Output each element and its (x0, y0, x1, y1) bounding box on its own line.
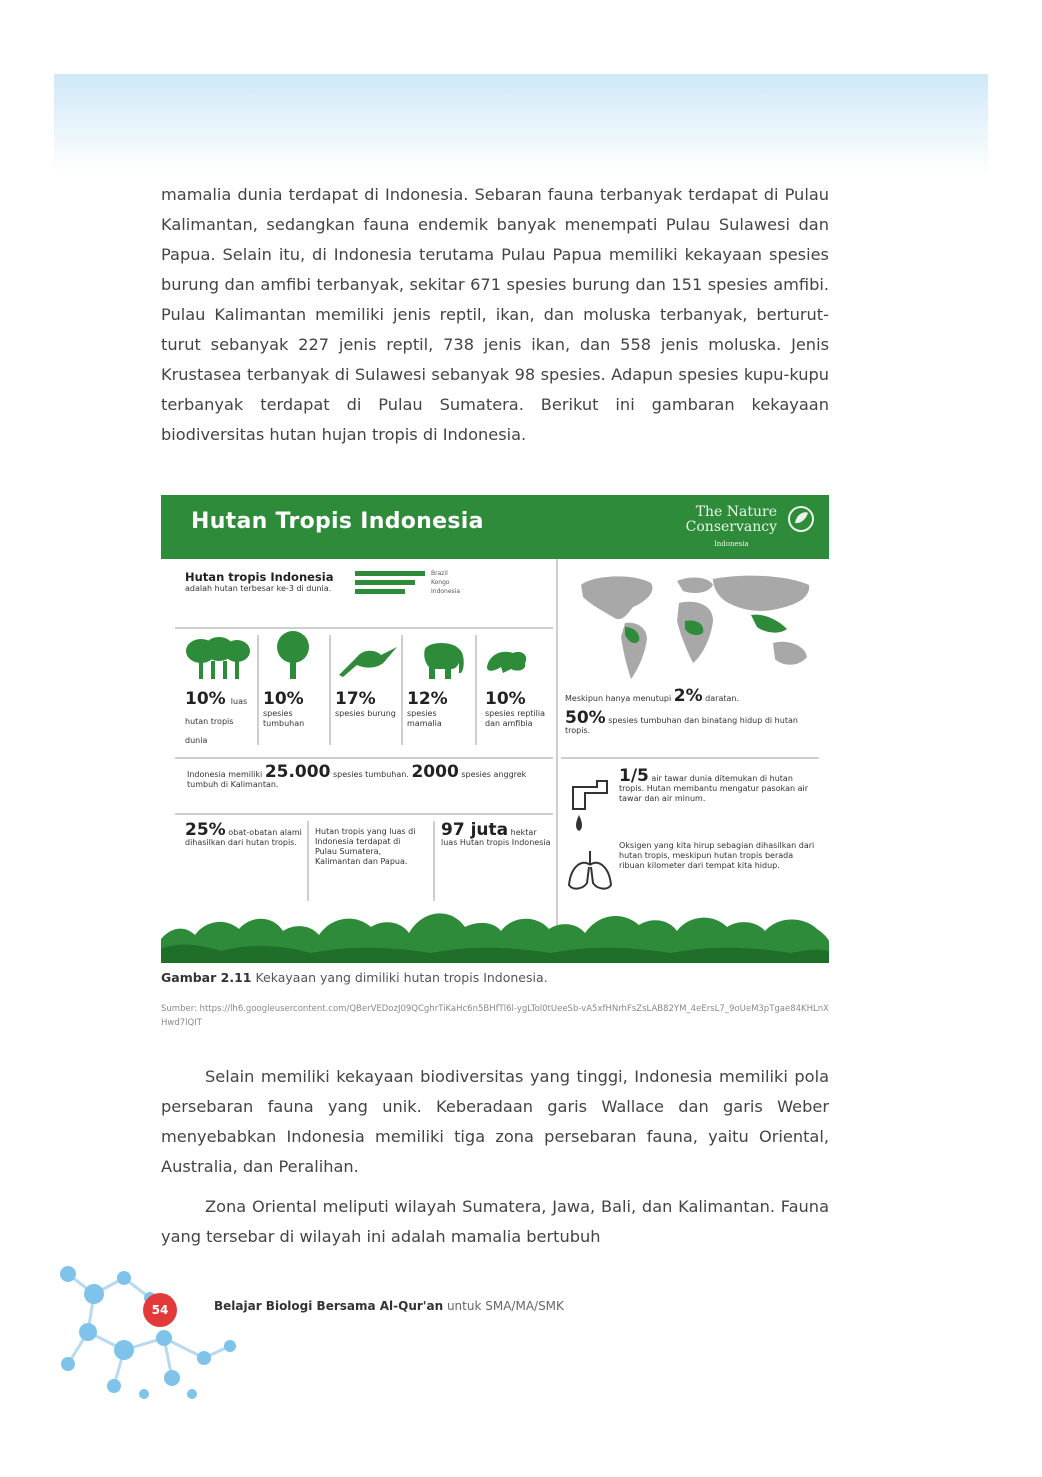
divider (307, 821, 309, 901)
forest-icon (185, 635, 251, 679)
forest-silhouette (161, 903, 829, 963)
world-map (573, 571, 819, 683)
islands-text: Hutan tropis yang luas di Indonesia terdapat di Pulau Sumatera, Kalimantan dan Papua. (315, 827, 416, 866)
intro-text: Hutan tropis Indonesia adalah hutan terbesar ke-3 di dunia. (185, 570, 334, 593)
infographic (161, 495, 829, 963)
tree-icon (273, 629, 313, 679)
forest-ranking-bars (355, 571, 515, 594)
figure-source: Sumber: https://lh6.googleusercontent.com/QBerVEDozJ09QCghrTiKaHc6n5BHfTl6l-ygLTol0tUeeSb-vA5xfHNrhFsZsLAB82YM_4eErsL7_9oUeM3pTgae84KHLnXHwd7lQIT (161, 1004, 829, 1028)
divider (561, 757, 819, 759)
leaf-logo-icon (787, 505, 815, 533)
frog-icon (483, 645, 531, 675)
infographic-title: Hutan Tropis Indonesia (191, 509, 484, 534)
divider (401, 635, 403, 745)
stat-mammal-species: 12% spesies mamalia (407, 689, 448, 728)
divider (175, 757, 553, 759)
plant-species-text: Indonesia memiliki 25.000 spesies tumbuhan. 2000 spesies anggrek tumbuh di Kalimantan. (187, 762, 527, 789)
body-paragraph-2: Selain memiliki kekayaan biodiversitas yang tinggi, Indonesia memiliki pola persebaran fauna yang unik. Keberadaan garis Wallace dan garis Weber menyebabkan Indonesia memiliki tiga zona persebaran fauna, yaitu Oriental, Australia, dan Peralihan. (161, 1067, 829, 1176)
divider (475, 635, 477, 745)
divider (175, 627, 553, 629)
water-tap-icon (567, 769, 615, 839)
stat-bird-species: 17% spesies burung (335, 689, 396, 718)
divider (329, 635, 331, 745)
oxygen-text: Oksigen yang kita hirup sebagian dihasilkan dari hutan tropis, meskipun hutan tropis berada ribuan kilometer dari tempat kita hidup. (619, 841, 815, 870)
divider (175, 813, 553, 815)
infographic-header (161, 495, 829, 559)
forest-area-stat: 97 juta hektar luas Hutan tropis Indonesia (441, 820, 551, 847)
hornbill-icon (335, 639, 399, 679)
body-paragraph-3: Zona Oriental meliputi wilayah Sumatera, Jawa, Bali, dan Kalimantan. Fauna yang tersebar di wilayah ini adalah mamalia bertubuh (161, 1197, 829, 1246)
nature-conservancy-logo: The Nature Conservancy Indonesia (685, 504, 777, 548)
bar-brazil (355, 571, 425, 576)
species-share-text: 50% spesies tumbuhan dan binatang hidup di hutan tropis. (565, 708, 798, 735)
molecule-decoration (54, 1254, 244, 1404)
figure-caption: Gambar 2.11 Kekayaan yang dimiliki hutan tropis Indonesia. (161, 970, 548, 985)
bar-labels: Brazil Kongo Indonesia (431, 570, 461, 595)
body-paragraph-1: mamalia dunia terdapat di Indonesia. Sebaran fauna terbanyak terdapat di Pulau Kalimantan, sedangkan fauna endemik banyak menempati Pulau Sulawesi dan Papua. Selain itu, di Indonesia terutama Pulau Papua memiliki kekayaan spesies burung dan amfibi terbanyak, sekitar 671 spesies burung dan 151 spesies amfibi. Pulau Kalimantan memiliki jenis reptil, ikan, dan moluska terbanyak, berturut-turut sebanyak 227 jenis reptil, 738 jenis ikan, dan 558 jenis moluska. Jenis Krustasea terbanyak di Sulawesi sebanyak 98 spesies. Adapun spesies kupu-kupu terbanyak terdapat di Pulau Sumatera. Berikut ini gambaran kekayaan biodiversitas hutan hujan tropis di Indonesia. (161, 185, 829, 444)
medicine-stat: 25% obat-obatan alami dihasilkan dari hutan tropis. (185, 820, 302, 847)
page-header-band (54, 74, 988, 174)
lungs-icon (565, 849, 615, 893)
bar-kongo (355, 580, 415, 585)
coverage-text: Meskipun hanya menutupi 2% daratan. (565, 686, 739, 706)
book-page (54, 74, 988, 1404)
freshwater-text: 1/5 air tawar dunia ditemukan di hutan tropis. Hutan membantu mengatur pasokan air tawar dan air minum. (619, 766, 809, 803)
page-number-badge: 54 (143, 1293, 177, 1327)
divider (433, 821, 435, 901)
divider (257, 635, 259, 745)
stat-plant-species: 10% spesies tumbuhan (263, 689, 305, 728)
bar-indonesia (355, 589, 405, 594)
stat-reptile-species: 10% spesies reptilia dan amfibia (485, 689, 546, 728)
stat-forest-area: 10% luas hutan tropis dunia (185, 689, 248, 745)
elephant-icon (419, 639, 469, 679)
footer-book-title: Belajar Biologi Bersama Al-Qur'an untuk SMA/MA/SMK (214, 1299, 564, 1313)
